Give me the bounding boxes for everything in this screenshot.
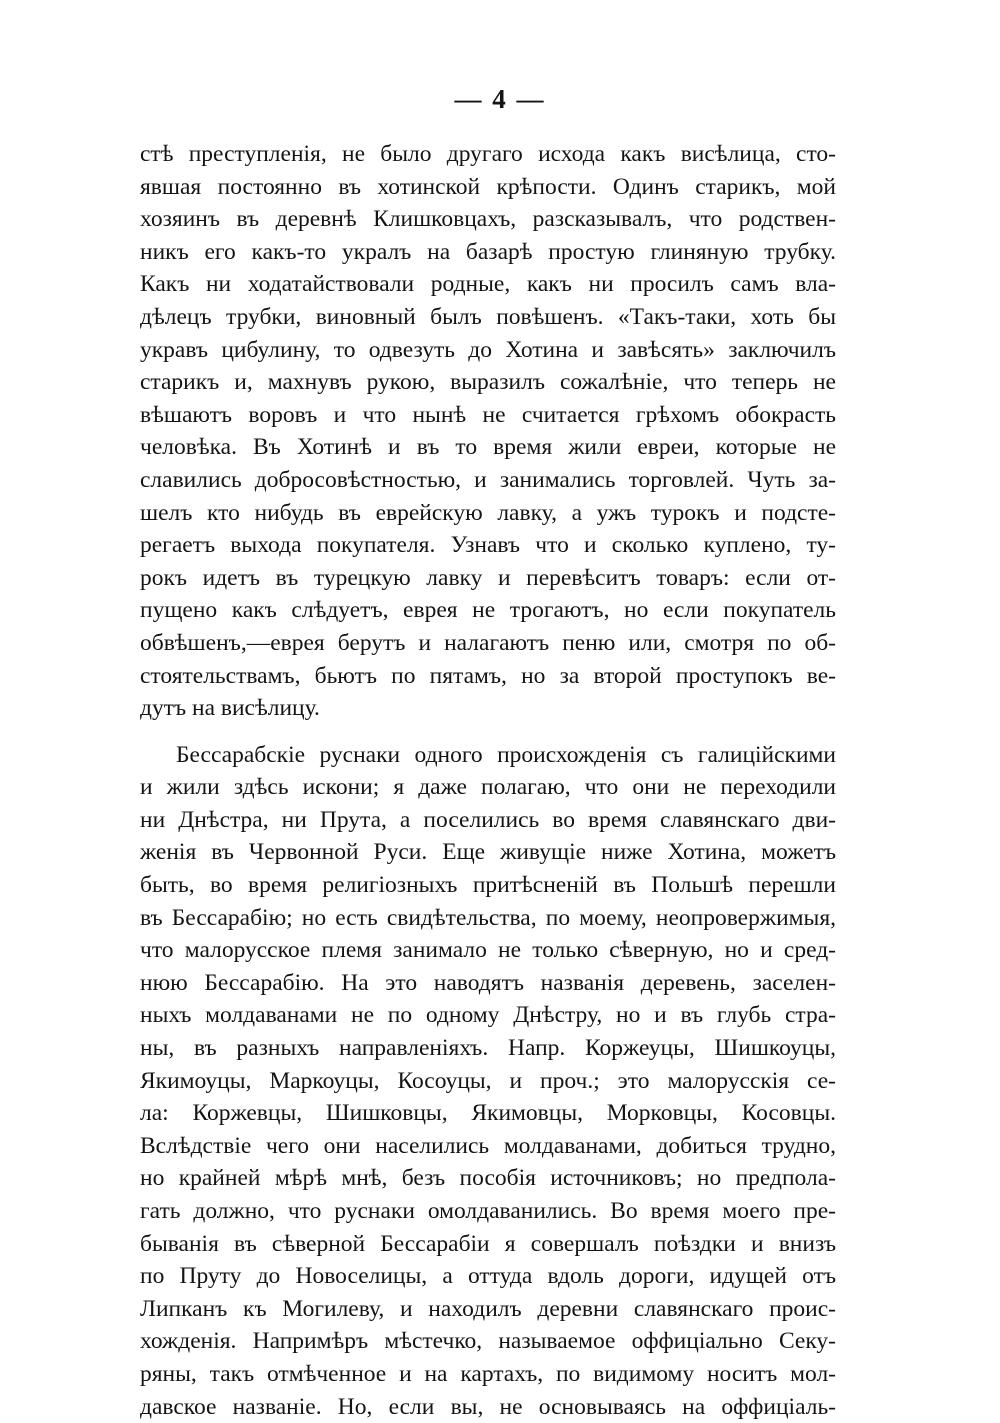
text-line: въ Бессарабію; но есть свидѣтельства, по моему, неопровержимыя,: [140, 904, 836, 931]
text-line: хозяинъ въ деревнѣ Клишковцахъ, разсказывалъ, что родствен-: [140, 206, 836, 233]
text-line: быть, во время религіозныхъ притѣсненій въ Польшѣ перешли: [140, 872, 836, 899]
paragraph-gap: [140, 725, 836, 739]
text-block: [140, 138, 836, 1423]
text-line: хожденія. Напримѣръ мѣстечко, называемое оффиціально Секу-: [140, 1328, 836, 1355]
text-line: рокъ идетъ въ турецкую лавку и перевѣситъ товаръ: если от-: [140, 564, 836, 591]
text-line: пущено какъ слѣдуетъ, еврея не трогаютъ, но если покупатель: [140, 597, 836, 624]
text-line: ла: Коржевцы, Шишковцы, Якимовцы, Морковцы, Косовцы.: [140, 1100, 836, 1127]
text-line: нюю Бессарабію. На это наводятъ названія деревень, заселен-: [140, 969, 836, 996]
text-line: ни Днѣстра, ни Прута, а поселились во время славянскаго дви-: [140, 806, 836, 833]
text-line: Липканъ къ Могилеву, и находилъ деревни славянскаго проис-: [140, 1295, 836, 1322]
text-line: человѣка. Въ Хотинѣ и въ то время жили евреи, которые не: [140, 434, 836, 461]
text-line: никъ его какъ-то укралъ на базарѣ простую глиняную трубку.: [140, 238, 836, 265]
text-line: Вслѣдствіе чего они населились молдаванами, добиться трудно,: [140, 1132, 836, 1159]
text-line: гать должно, что руснаки омолдаванились. Во время моего пре-: [140, 1198, 836, 1224]
text-line: укравъ цибулину, то одвезуть до Хотина и завѣсять» заключилъ: [140, 336, 836, 363]
text-line: ныхъ молдаванами не по одному Днѣстру, но и въ глубь стра-: [140, 1002, 836, 1029]
text-line: давское названіе. Но, если вы, не основываясь на оффиціаль-: [140, 1393, 836, 1420]
text-line: Бессарабскіе руснаки одного происхожденія съ галиційскими: [176, 741, 836, 768]
text-line: явшая постоянно въ хотинской крѣпости. Одинъ старикъ, мой: [140, 173, 836, 200]
text-line: шелъ кто нибудь въ еврейскую лавку, а ужъ турокъ и подсте-: [140, 499, 836, 526]
text-line: по Пруту до Новоселицы, а оттуда вдоль дороги, идущей отъ: [140, 1263, 836, 1290]
text-line: и жили здѣсь искони; я даже полагаю, что они не переходили: [140, 774, 836, 801]
text-line: что малорусское племя занимало не только сѣверную, но и сред-: [140, 937, 836, 964]
text-line: дѣлецъ трубки, виновный былъ повѣшенъ. «Такъ-таки, хоть бы: [140, 303, 836, 330]
text-line: славились добросовѣстностью, и занимались торговлей. Чуть за-: [140, 466, 836, 493]
text-line: дутъ на висѣлицу.: [140, 695, 320, 722]
paragraph-1: [140, 138, 836, 725]
text-line: ряны, такъ отмѣченное и на картахъ, по видимому носитъ мол-: [140, 1360, 836, 1387]
text-line: но крайней мѣрѣ мнѣ, безъ пособія источниковъ; но предпола-: [140, 1165, 836, 1192]
text-line: обвѣшенъ,—еврея берутъ и налагаютъ пеню или, смотря по об-: [140, 629, 836, 656]
page-number: — 4 —: [454, 84, 546, 114]
text-line: быванія въ сѣверной Бессарабіи я совершалъ поѣздки и внизъ: [140, 1230, 836, 1257]
text-line: стѣ преступленія, не было другаго исхода какъ висѣлица, сто-: [140, 141, 836, 167]
text-line: старикъ и, махнувъ рукою, выразилъ сожалѣніе, что теперь не: [140, 369, 836, 396]
text-line: вѣшаютъ воровъ и что нынѣ не считается грѣхомъ обокрасть: [140, 401, 836, 428]
paragraph-2: [140, 739, 836, 1423]
text-line: ны, въ разныхъ направленіяхъ. Напр. Коржеуцы, Шишкоуцы,: [140, 1035, 836, 1062]
text-line: регаетъ выхода покупателя. Узнавъ что и сколько куплено, ту-: [140, 532, 836, 559]
text-line: женія въ Червонной Руси. Еще живущіе ниже Хотина, можетъ: [140, 839, 836, 866]
text-line: Какъ ни ходатайствовали родные, какъ ни просилъ самъ вла-: [140, 271, 836, 298]
text-line: стоятельствамъ, бьютъ по пятамъ, но за второй проступокъ ве-: [140, 662, 836, 689]
text-line: Якимоуцы, Маркоуцы, Косоуцы, и проч.; это малорусскія се-: [140, 1067, 836, 1094]
